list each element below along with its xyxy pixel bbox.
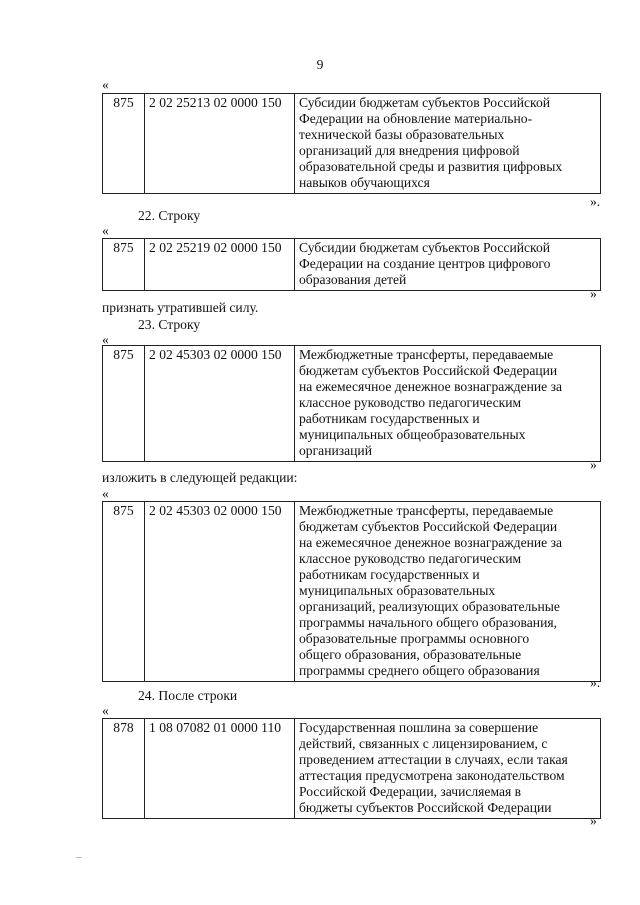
description-line: классное руководство педагогическим xyxy=(299,551,522,566)
description-line: программы среднего общего образования xyxy=(299,663,540,678)
description-line: общего образования, образовательные xyxy=(299,647,522,662)
description-line: навыков обучающихся xyxy=(299,175,430,190)
description-line: организаций для внедрения цифровой xyxy=(299,143,520,158)
open-quote: « xyxy=(102,703,109,718)
open-quote: « xyxy=(102,332,109,347)
description-line: муниципальных образовательных xyxy=(299,583,496,598)
close-quote: » xyxy=(590,286,597,301)
description-line: Субсидии бюджетам субъектов Российской xyxy=(299,240,551,255)
description-cell xyxy=(295,94,601,194)
description-line: работникам государственных и xyxy=(299,567,480,582)
admin-code-cell: 875 xyxy=(103,94,145,194)
table-row xyxy=(103,94,601,194)
description-cell xyxy=(295,239,601,291)
budget-row-table-5 xyxy=(102,718,601,819)
page-number: 9 xyxy=(316,57,324,72)
description-cell xyxy=(295,346,601,462)
description-line: бюджеты субъектов Российской Федерации xyxy=(299,800,552,815)
item-heading: 24. После строки xyxy=(138,688,238,703)
budget-row-table-1 xyxy=(102,93,601,194)
description-line: Субсидии бюджетам субъектов Российской xyxy=(299,95,551,110)
close-quote: ». xyxy=(590,675,601,690)
table-row xyxy=(103,502,601,682)
description-line: работникам государственных и xyxy=(299,411,480,426)
description-line: образования детей xyxy=(299,272,407,287)
description-cell xyxy=(295,502,601,682)
description-line: бюджетам субъектов Российской Федерации xyxy=(299,519,558,534)
budget-code-cell: 2 02 45303 02 0000 150 xyxy=(145,502,295,682)
description-line: Межбюджетные трансферты, передаваемые xyxy=(299,503,554,518)
admin-code-cell: 875 xyxy=(103,502,145,682)
table-row xyxy=(103,346,601,462)
description-line: проведением аттестации в случаях, если такая xyxy=(299,752,568,767)
description-line: муниципальных общеобразовательных xyxy=(299,427,526,442)
open-quote: « xyxy=(102,486,109,501)
description-line: Российской Федерации, зачисляемая в xyxy=(299,784,522,799)
description-cell xyxy=(295,719,601,819)
description-line: Федерации на создание центров цифрового xyxy=(299,256,551,271)
budget-code-cell: 2 02 25219 02 0000 150 xyxy=(145,239,295,291)
description-line: образовательной среды и развития цифровых xyxy=(299,159,563,174)
paragraph-new-edition: изложить в следующей редакции: xyxy=(102,470,298,485)
description-line: действий, связанных с лицензированием, с xyxy=(299,736,548,751)
description-line: Межбюджетные трансферты, передаваемые xyxy=(299,347,554,362)
item-heading: 22. Строку xyxy=(138,208,201,223)
paragraph-declare-invalid: признать утратившей силу. xyxy=(102,300,259,315)
description-line: Федерации на обновление материально- xyxy=(299,111,533,126)
admin-code-cell: 875 xyxy=(103,346,145,462)
open-quote: « xyxy=(102,77,109,92)
admin-code-cell: 878 xyxy=(103,719,145,819)
budget-code-cell: 2 02 45303 02 0000 150 xyxy=(145,346,295,462)
description-line: на ежемесячное денежное вознаграждение за xyxy=(299,379,563,394)
table-row xyxy=(103,239,601,291)
budget-row-table-3 xyxy=(102,345,601,462)
close-quote: » xyxy=(590,813,597,828)
open-quote: « xyxy=(102,223,109,238)
description-line: бюджетам субъектов Российской Федерации xyxy=(299,363,558,378)
item-heading: 23. Строку xyxy=(138,317,201,332)
budget-row-table-4 xyxy=(102,501,601,682)
table-row xyxy=(103,719,601,819)
description-line: на ежемесячное денежное вознаграждение за xyxy=(299,535,563,550)
budget-code-cell: 1 08 07082 01 0000 110 xyxy=(145,719,295,819)
description-line: организаций, реализующих образовательные xyxy=(299,599,560,614)
description-line: организаций xyxy=(299,443,372,458)
budget-row-table-2 xyxy=(102,238,601,291)
close-quote: » xyxy=(590,457,597,472)
description-line: аттестация предусмотрена законодательством xyxy=(299,768,565,783)
description-line: программы начального общего образования, xyxy=(299,615,558,630)
budget-code-cell: 2 02 25213 02 0000 150 xyxy=(145,94,295,194)
description-line: технической базы образовательных xyxy=(299,127,505,142)
description-line: Государственная пошлина за совершение xyxy=(299,720,539,735)
margin-mark xyxy=(76,857,82,858)
description-line: образовательные программы основного xyxy=(299,631,530,646)
close-quote: ». xyxy=(590,194,601,209)
admin-code-cell: 875 xyxy=(103,239,145,291)
description-line: классное руководство педагогическим xyxy=(299,395,522,410)
